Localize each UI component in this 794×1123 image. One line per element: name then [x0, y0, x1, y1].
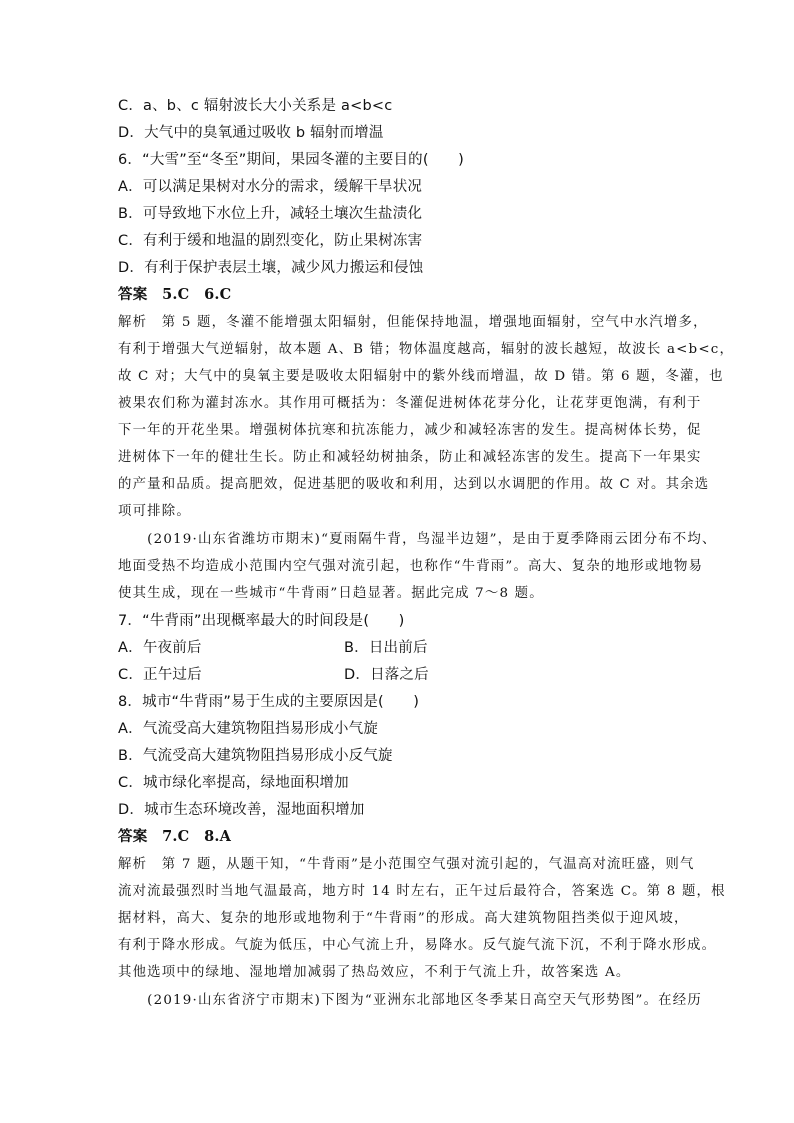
analysis-line: 流对流最强烈时当地气温最高，地方时 14 时左右，正午过后最符合，答案选 C。第 8 题，根	[118, 884, 726, 899]
q7-stem: 7．“牛背雨”出现概率最大的时间段是( )	[118, 613, 405, 629]
q5-option-d: D．大气中的臭氧通过吸收 b 辐射而增温	[118, 125, 384, 141]
analysis-line: 被果农们称为灌封冻水。其作用可概括为：冬灌促进树体花芽分化，让花芽更饱满，有利于	[118, 396, 702, 411]
q7-option-d: D．日落之后	[344, 667, 429, 683]
q7-option-c: C．正午过后	[118, 667, 202, 683]
answer-5-6: 答案 5.C 6.C	[118, 286, 232, 303]
analysis-line: 的产量和品质。提高肥效，促进基肥的吸收和利用，达到以水调肥的作用。故 C 对。其余选	[118, 477, 710, 492]
intro-paragraph-line: 使其生成，现在一些城市“牛背雨”日趋显著。据此完成 7～8 题。	[118, 586, 544, 601]
analysis-line: 项可排除。	[118, 504, 191, 519]
intro-paragraph-line: (2019·山东省济宁市期末)下图为“亚洲东北部地区冬季某日高空天气形势图”。在经历	[118, 993, 702, 1008]
analysis-line: 其他选项中的绿地、湿地增加减弱了热岛效应，不利于气流上升，故答案选 A。	[118, 965, 631, 980]
analysis-line: 有利于降水形成。气旋为低压，中心气流上升，易降水。反气旋气流下沉，不利于降水形成。	[118, 938, 717, 953]
answer-7-8: 答案 7.C 8.A	[118, 828, 232, 845]
analysis-line: 解析 第 5 题，冬灌不能增强太阳辐射，但能保持地温，增强地面辐射，空气中水汽增多，	[118, 315, 708, 330]
q6-option-a: A．可以满足果树对水分的需求，缓解干旱状况	[118, 179, 423, 195]
analysis-line: 有利于增强大气逆辐射，故本题 A、B 错；物体温度越高，辐射的波长越短，故波长 a<b<c，	[118, 342, 735, 357]
q7-option-a: A．午夜前后	[118, 640, 202, 656]
q8-option-c: C．城市绿化率提高，绿地面积增加	[118, 775, 349, 791]
q6-stem: 6．“大雪”至“冬至”期间，果园冬灌的主要目的( )	[118, 152, 464, 168]
q7-option-b: B．日出前后	[344, 640, 428, 656]
q6-option-b: B．可导致地下水位上升，减轻土壤次生盐渍化	[118, 206, 423, 222]
q6-option-c: C．有利于缓和地温的剧烈变化，防止果树冻害	[118, 233, 423, 249]
analysis-line: 解析 第 7 题，从题干知，“牛背雨”是小范围空气强对流引起的，气温高对流旺盛，则气	[118, 857, 695, 872]
q6-option-d: D．有利于保护表层土壤，减少风力搬运和侵蚀	[118, 260, 424, 276]
analysis-line: 故 C 对；大气中的臭氧主要是吸收太阳辐射中的紫外线而增温，故 D 错。第 6 题，冬灌，也	[118, 369, 724, 384]
q5-option-c: C．a、b、c 辐射波长大小关系是 a<b<c	[118, 98, 393, 114]
analysis-line: 进树体下一年的健壮生长。防止和减轻幼树抽条，防止和减轻冻害的发生。提高下一年果实	[118, 450, 702, 465]
q8-stem: 8．城市“牛背雨”易于生成的主要原因是( )	[118, 694, 420, 710]
analysis-line: 据材料，高大、复杂的地形或地物利于“牛背雨”的形成。高大建筑物阻挡类似于迎风坡，	[118, 911, 689, 926]
q8-option-a: A．气流受高大建筑物阻挡易形成小气旋	[118, 721, 379, 737]
q8-option-b: B．气流受高大建筑物阻挡易形成小反气旋	[118, 748, 393, 764]
analysis-line: 下一年的开花坐果。增强树体抗寒和抗冻能力，减少和减轻冻害的发生。提高树体长势，促	[118, 423, 702, 438]
q8-option-d: D．城市生态环境改善，湿地面积增加	[118, 802, 365, 818]
intro-paragraph-line: (2019·山东省潍坊市期末)“夏雨隔牛背，鸟湿半边翅”，是由于夏季降雨云团分布不均、	[118, 532, 717, 547]
intro-paragraph-line: 地面受热不均造成小范围内空气强对流引起，也称作“牛背雨”。高大、复杂的地形或地物易	[118, 559, 704, 574]
